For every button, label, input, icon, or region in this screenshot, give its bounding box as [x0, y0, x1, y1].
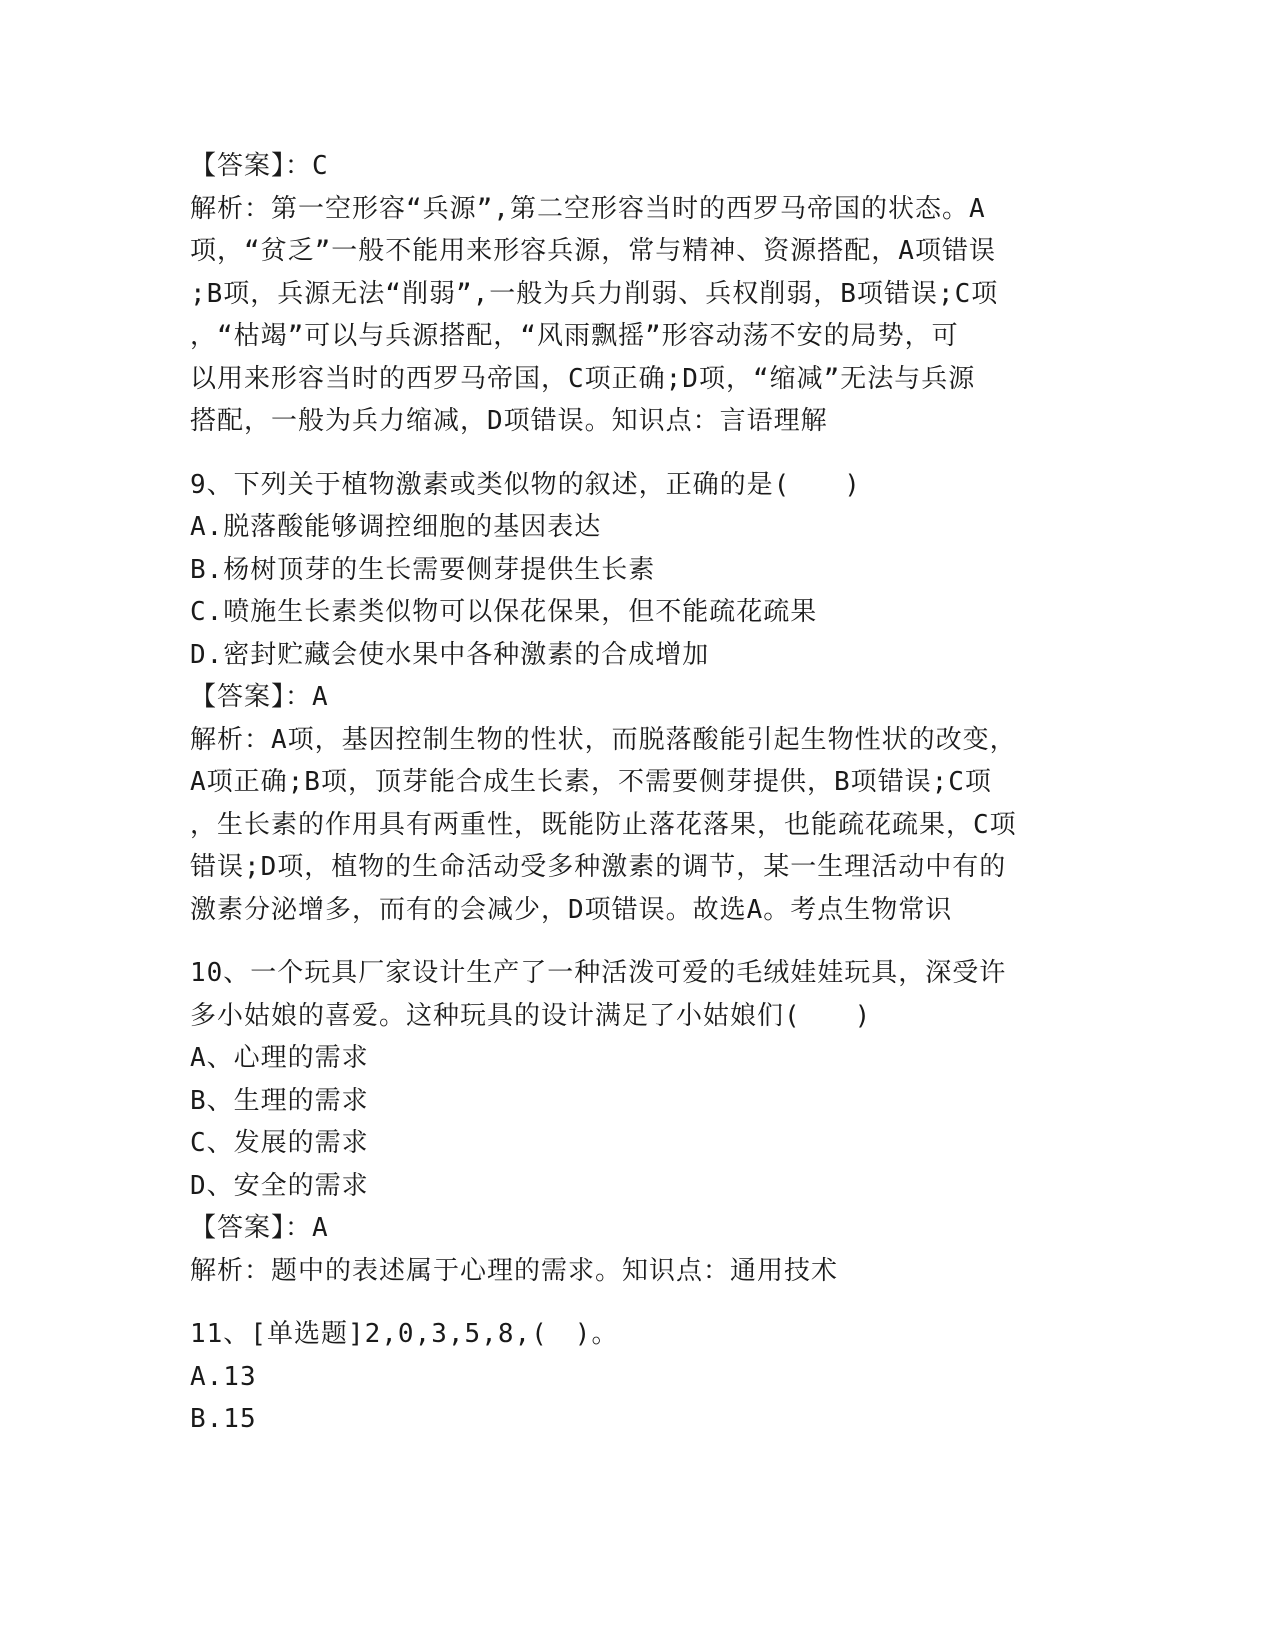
analysis-line: 解析：题中的表述属于心理的需求。知识点：通用技术	[190, 1255, 839, 1286]
question-text: 9、下列关于植物激素或类似物的叙述，正确的是( )	[190, 469, 861, 500]
question-10	[190, 952, 1090, 1292]
option-c: C.喷施生长素类似物可以保花保果，但不能疏花疏果	[190, 597, 818, 627]
analysis-line: A项正确;B项，顶芽能合成生长素，不需要侧芽提供，B项错误;C项	[190, 767, 992, 797]
answer-block-8	[190, 145, 1090, 443]
analysis-line: 解析：第一空形容“兵源”,第二空形容当时的西罗马帝国的状态。A	[190, 193, 986, 224]
option-d: D、安全的需求	[190, 1170, 369, 1201]
analysis-line: 搭配，一般为兵力缩减，D项错误。知识点：言语理解	[190, 406, 828, 436]
option-d: D.密封贮藏会使水果中各种激素的合成增加	[190, 639, 710, 670]
document-page	[190, 145, 1090, 1441]
question-11	[190, 1313, 1090, 1441]
question-9	[190, 464, 1090, 932]
question-text: 10、一个玩具厂家设计生产了一种活泼可爱的毛绒娃娃玩具，深受许	[190, 958, 1007, 988]
option-b: B.杨树顶芽的生长需要侧芽提供生长素	[190, 554, 656, 585]
answer-label: 【答案】：A	[190, 682, 329, 712]
analysis-line: 激素分泌增多，而有的会减少，D项错误。故选A。考点生物常识	[190, 894, 953, 925]
option-b: B.15	[190, 1404, 257, 1434]
analysis-line: ，生长素的作用具有两重性，既能防止落花落果，也能疏花疏果，C项	[190, 809, 1017, 840]
analysis-line: 错误;D项，植物的生命活动受多种激素的调节，某一生理活动中有的	[190, 852, 1007, 882]
option-c: C、发展的需求	[190, 1128, 369, 1158]
option-a: A、心理的需求	[190, 1043, 369, 1073]
option-a: A.脱落酸能够调控细胞的基因表达	[190, 512, 602, 542]
analysis-line: 以用来形容当时的西罗马帝国，C项正确;D项，“缩减”无法与兵源	[190, 363, 976, 394]
analysis-line: ，“枯竭”可以与兵源搭配，“风雨飘摇”形容动荡不安的局势，可	[190, 321, 959, 351]
analysis-line: ;B项，兵源无法“削弱”,一般为兵力削弱、兵权削弱，B项错误;C项	[190, 278, 999, 309]
question-text: 多小姑娘的喜爱。这种玩具的设计满足了小姑娘们( )	[190, 1000, 872, 1031]
analysis-line: 解析：A项，基因控制生物的性状，而脱落酸能引起生物性状的改变，	[190, 724, 1017, 755]
option-a: A.13	[190, 1361, 257, 1392]
analysis-line: 项，“贫乏”一般不能用来形容兵源，常与精神、资源搭配，A项错误	[190, 236, 996, 266]
answer-label: 【答案】：A	[190, 1213, 329, 1243]
answer-label: 【答案】：C	[190, 151, 329, 181]
question-text: 11、[单选题]2,0,3,5,8,( )。	[190, 1319, 619, 1349]
option-b: B、生理的需求	[190, 1085, 369, 1116]
